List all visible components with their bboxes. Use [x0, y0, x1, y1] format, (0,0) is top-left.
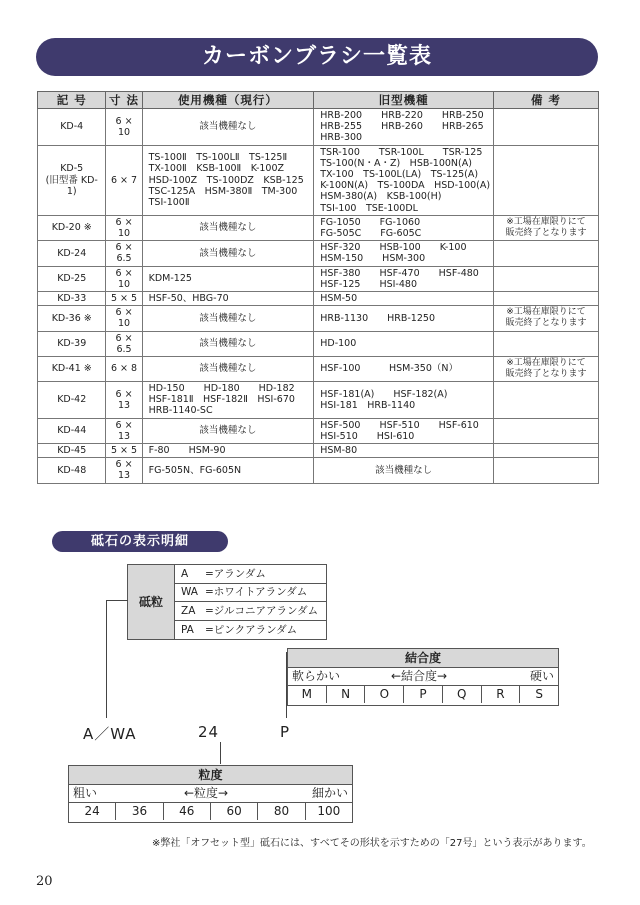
model-line: 該当機種なし — [199, 312, 257, 324]
cell-remarks — [494, 292, 599, 306]
grain-desc: =ジルコニアアランダム — [205, 605, 319, 617]
cell-code: KD-20 ※ — [38, 215, 106, 240]
cell-current-models — [142, 241, 314, 266]
model-line: HSM-150 HSM-300 — [320, 253, 426, 265]
model-line: TSR-100 TSR-100L TSR-125 — [320, 146, 483, 158]
cell-code: KD-48 — [38, 458, 106, 483]
cell-old-models — [314, 292, 494, 306]
model-line: TSI-100Ⅱ — [148, 197, 190, 209]
connector-line — [106, 600, 128, 601]
model-line: 該当機種なし — [199, 121, 257, 133]
grit-scale-box — [68, 765, 353, 823]
formula-grit: 24 — [198, 723, 220, 741]
model-line: HSF-125 HSI-480 — [320, 278, 417, 290]
cell-current-models — [142, 458, 314, 483]
cell-current-models — [142, 145, 314, 215]
grit-value-cell: 80 — [257, 803, 304, 820]
table-row — [38, 292, 599, 306]
model-line: 該当機種なし — [199, 247, 257, 259]
cell-size: 6 × 7 — [106, 145, 142, 215]
grain-type-label: 砥粒 — [128, 565, 175, 639]
bond-grade-cell: P — [403, 686, 442, 703]
model-line: TSI-100 TSE-100DL — [320, 202, 418, 214]
grain-row — [175, 565, 326, 584]
grain-code: ZA — [181, 605, 196, 617]
table-row — [38, 215, 599, 240]
model-line: HSD-100Z TS-100DZ KSB-125 — [148, 174, 304, 186]
carbon-brush-table — [37, 91, 599, 484]
bond-soft-label: 軟らかい — [292, 669, 341, 683]
table-row — [38, 266, 599, 291]
cell-old-models — [314, 382, 494, 419]
table-row — [38, 241, 599, 266]
cell-remarks — [494, 266, 599, 291]
cell-remarks: ※工場在庫限りにて 販売終了となります — [494, 215, 599, 240]
grain-code: WA — [181, 586, 198, 598]
cell-code: KD-25 — [38, 266, 106, 291]
cell-current-models — [142, 266, 314, 291]
grit-middle-label: ←粒度→ — [184, 786, 229, 800]
cell-size: 6 × 13 — [106, 458, 142, 483]
model-line: TSC-125A HSM-380Ⅱ TM-300 — [148, 185, 298, 197]
table-row — [38, 357, 599, 382]
cell-size: 6 × 10 — [106, 266, 142, 291]
bond-title: 結合度 — [288, 649, 558, 668]
model-line: TS-100Ⅱ TS-100LⅡ TS-125Ⅱ — [148, 152, 288, 164]
bond-scale-box — [287, 648, 559, 706]
model-line: 該当機種なし — [199, 222, 257, 234]
model-line: HRB-1130 HRB-1250 — [320, 312, 435, 324]
cell-code: KD-44 — [38, 418, 106, 443]
header-old-models: 旧型機種 — [314, 92, 494, 109]
model-line: HRB-1140-SC — [148, 405, 213, 417]
table-row — [38, 306, 599, 331]
connector-line — [220, 742, 221, 764]
cell-code: KD-33 — [38, 292, 106, 306]
model-line: 該当機種なし — [199, 363, 257, 375]
model-line: KDM-125 — [148, 273, 192, 285]
bond-grade-cell: S — [519, 686, 558, 703]
model-line: FG-1050 FG-1060 — [320, 216, 421, 228]
cell-code: KD-41 ※ — [38, 357, 106, 382]
table-row — [38, 444, 599, 458]
cell-current-models — [142, 215, 314, 240]
cell-code: KD-36 ※ — [38, 306, 106, 331]
bond-grade-cell: N — [326, 686, 365, 703]
model-line: HSF-500 HSF-510 HSF-610 — [320, 419, 479, 431]
model-line: HSF-181Ⅱ HSF-182Ⅱ HSI-670 — [148, 394, 295, 406]
grain-desc: =ホワイトアランダム — [205, 586, 308, 598]
bond-grade-cell: O — [364, 686, 403, 703]
model-line: HRB-200 HRB-220 HRB-250 — [320, 110, 484, 121]
cell-remarks: ※工場在庫限りにて 販売終了となります — [494, 357, 599, 382]
grain-row — [175, 602, 326, 621]
cell-old-models — [314, 266, 494, 291]
grit-fine-label: 細かい — [311, 786, 348, 800]
cell-code: KD-5 (旧型番 KD-1) — [38, 145, 106, 215]
cell-code: KD-39 — [38, 331, 106, 356]
model-line: HSM-380(A) KSB-100(H) — [320, 191, 442, 203]
header-current-models: 使用機種（現行） — [142, 92, 314, 109]
model-line: K-100N(A) TS-100DA HSD-100(A) — [320, 180, 491, 192]
cell-size: 6 × 13 — [106, 382, 142, 419]
grit-subheader — [69, 785, 352, 803]
header-code: 記 号 — [38, 92, 106, 109]
model-line: TX-100 TS-100L(LA) TS-125(A) — [320, 169, 479, 181]
cell-remarks — [494, 331, 599, 356]
model-line: HD-150 HD-180 HD-182 — [148, 383, 295, 395]
grain-type-box — [127, 564, 327, 640]
model-line: FG-505N、FG-605N — [148, 464, 242, 476]
cell-remarks — [494, 458, 599, 483]
cell-current-models — [142, 418, 314, 443]
cell-current-models — [142, 109, 314, 146]
cell-current-models — [142, 331, 314, 356]
model-line: FG-505C FG-605C — [320, 228, 422, 240]
cell-code: KD-24 — [38, 241, 106, 266]
model-line: 該当機種なし — [199, 338, 257, 350]
cell-current-models — [142, 357, 314, 382]
grain-code: A — [181, 568, 189, 580]
formula-bond: P — [280, 723, 291, 741]
header-size: 寸 法 — [106, 92, 142, 109]
cell-size: 5 × 5 — [106, 292, 142, 306]
bond-middle-label: ←結合度→ — [391, 669, 448, 683]
formula-grain-type: A／WA — [83, 725, 137, 743]
grit-value-cell: 24 — [84, 804, 100, 818]
grain-desc: =アランダム — [205, 568, 266, 580]
cell-size: 6 × 6.5 — [106, 331, 142, 356]
cell-remarks: ※工場在庫限りにて 販売終了となります — [494, 306, 599, 331]
cell-remarks — [494, 145, 599, 215]
model-line: TS-100(N・A・Z) HSB-100N(A) — [320, 157, 472, 169]
model-line: HSF-50、HBG-70 — [148, 293, 229, 305]
model-line: HSI-181 HRB-1140 — [320, 399, 416, 411]
cell-old-models — [314, 418, 494, 443]
connector-line — [106, 600, 107, 718]
cell-size: 6 × 8 — [106, 357, 142, 382]
cell-current-models — [142, 292, 314, 306]
grain-code: PA — [181, 624, 194, 636]
model-line: HRB-255 HRB-260 HRB-265 — [320, 121, 484, 133]
grain-desc: =ピンクアランダム — [205, 624, 298, 636]
table-row — [38, 458, 599, 483]
cell-code: KD-4 — [38, 109, 106, 146]
model-line: TX-100Ⅱ KSB-100Ⅱ K-100Z — [148, 163, 285, 175]
cell-old-models — [314, 215, 494, 240]
grit-title: 粒度 — [69, 766, 352, 785]
table-row — [38, 331, 599, 356]
cell-code: KD-45 — [38, 444, 106, 458]
table-row — [38, 382, 599, 419]
model-line: 該当機種なし — [375, 464, 433, 476]
grit-value-cell: 36 — [115, 803, 162, 820]
cell-size: 6 × 10 — [106, 109, 142, 146]
bond-grades — [288, 686, 558, 703]
cell-old-models — [314, 444, 494, 458]
cell-current-models — [142, 444, 314, 458]
grit-value-cell: 60 — [210, 803, 257, 820]
model-line: HD-100 — [320, 338, 357, 350]
cell-remarks — [494, 444, 599, 458]
model-line: HSF-320 HSB-100 K-100 — [320, 242, 467, 254]
cell-old-models — [314, 331, 494, 356]
bond-hard-label: 硬い — [529, 669, 554, 683]
cell-remarks — [494, 241, 599, 266]
table-row — [38, 145, 599, 215]
table-row — [38, 109, 599, 146]
cell-old-models — [314, 241, 494, 266]
page-number: 20 — [36, 874, 53, 889]
cell-size: 6 × 13 — [106, 418, 142, 443]
model-line: HSF-380 HSF-470 HSF-480 — [320, 267, 479, 279]
cell-old-models — [314, 109, 494, 146]
cell-remarks — [494, 382, 599, 419]
model-line: 該当機種なし — [199, 425, 257, 437]
cell-size: 5 × 5 — [106, 444, 142, 458]
grit-coarse-label: 粗い — [73, 786, 98, 800]
bond-grade-cell: R — [481, 686, 520, 703]
page-title: カーボンブラシ一覧表 — [36, 38, 598, 76]
cell-old-models — [314, 145, 494, 215]
bond-grade-cell: Q — [442, 686, 481, 703]
model-line: HSM-50 — [320, 293, 358, 305]
grain-row — [175, 621, 326, 639]
model-line: HSM-80 — [320, 445, 358, 457]
table-row — [38, 418, 599, 443]
grain-row — [175, 583, 326, 602]
cell-remarks — [494, 418, 599, 443]
cell-remarks — [494, 109, 599, 146]
cell-size: 6 × 10 — [106, 306, 142, 331]
model-line: HRB-300 — [320, 132, 363, 144]
cell-size: 6 × 10 — [106, 215, 142, 240]
grit-values — [69, 803, 352, 820]
cell-current-models — [142, 382, 314, 419]
bond-grade-cell: M — [301, 687, 313, 701]
grit-value-cell: 46 — [163, 803, 210, 820]
model-line: HSF-181(A) HSF-182(A) — [320, 388, 448, 400]
cell-code: KD-42 — [38, 382, 106, 419]
table-header-row — [38, 92, 599, 109]
cell-old-models — [314, 306, 494, 331]
bond-subheader — [288, 668, 558, 686]
cell-current-models — [142, 306, 314, 331]
model-line: F-80 HSM-90 — [148, 445, 226, 457]
grit-value-cell: 100 — [305, 803, 352, 820]
cell-old-models — [314, 458, 494, 483]
cell-old-models — [314, 357, 494, 382]
model-line: HSI-510 HSI-610 — [320, 430, 415, 442]
footnote: ※弊社「オフセット型」砥石には、すべてその形状を示すための「27号」という表示があります。 — [152, 838, 592, 849]
header-remarks: 備 考 — [494, 92, 599, 109]
cell-size: 6 × 6.5 — [106, 241, 142, 266]
section-title: 砥石の表示明細 — [52, 531, 228, 552]
model-line: HSF-100 HSM-350（N） — [320, 363, 458, 375]
